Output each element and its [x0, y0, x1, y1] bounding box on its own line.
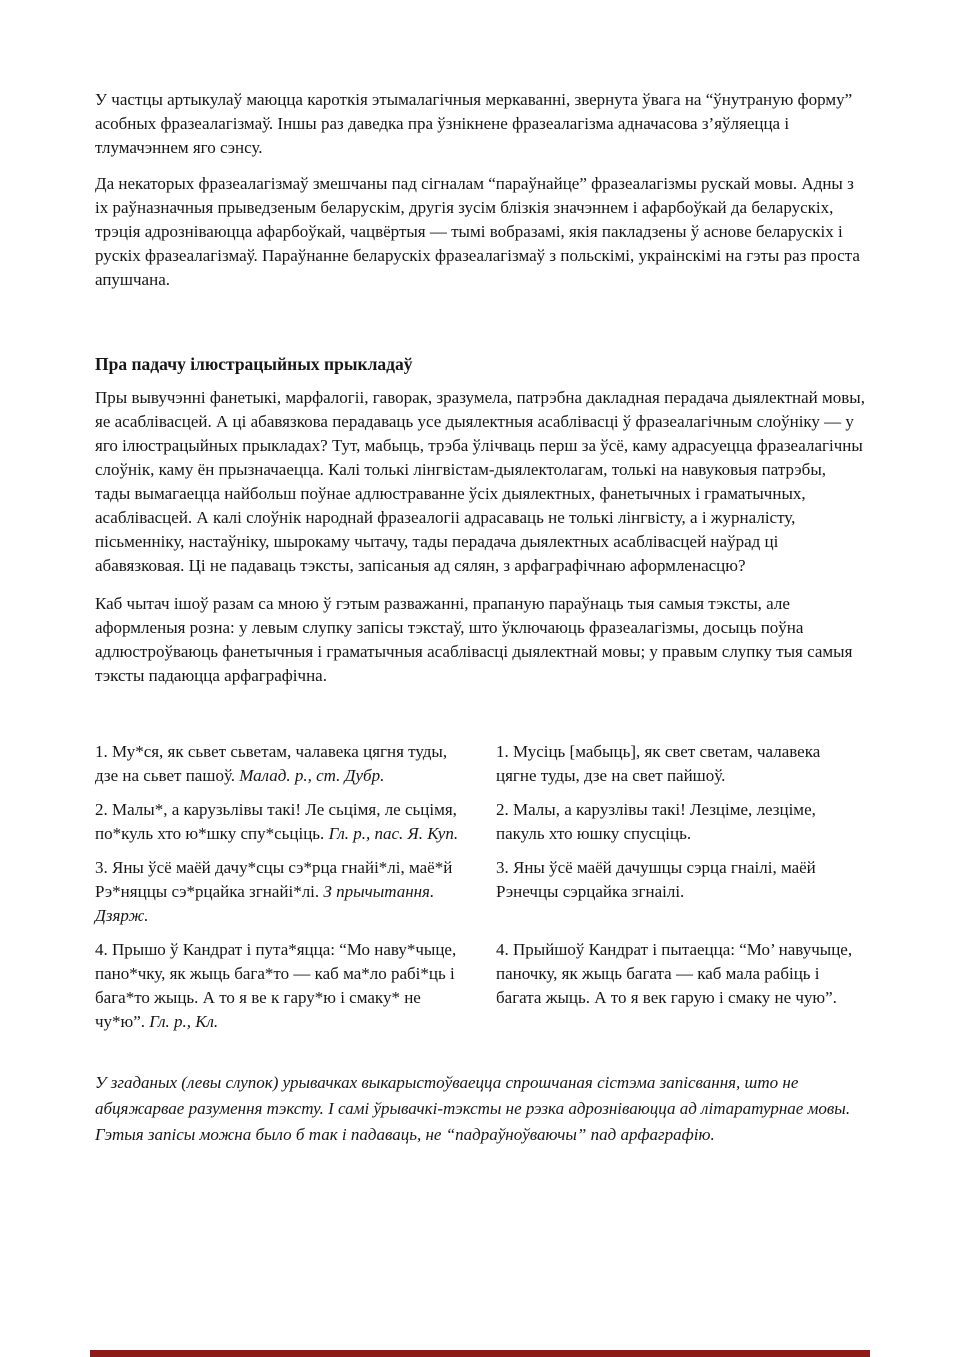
example-text: 4. Прышо ў Кандрат і пута*яцца: “Мо наву*чыце, пано*чку, як жыць бага*то — каб ма*ло рабі*ць і бага*то жыць. А то я ве к гару*ю і смаку* не чу*ю”. [95, 940, 457, 1031]
intro-paragraph-1: У частцы артыкулаў маюцца кароткія этымалагічныя меркаванні, звернута ўвага на “ўнутраную форму” асобных фразеалагізмаў. Іншы раз даведка пра ўзнікнене фразеалагізма адначасова з’яўляецца і тлумачэннем яго сэнсу. [95, 90, 853, 157]
example-right-2 [496, 798, 865, 846]
example-left-2 [95, 798, 464, 846]
closing-paragraph: У згаданых (левы слупок) урывачках выкарыстоўваецца спрошчаная сістэма запісвання, што не абцяжарвае разумення тэксту. І самі ўрывачкі-тэксты не рэзка адрозніваюцца ад літаратурнае мовы. Гэтыя запісы можна было б так і падаваць, не “падраўноўваючы” пад арфаграфію. [95, 1073, 851, 1144]
example-text: 2. Малы*, а карузьлівы такі! Ле сьцімя, ле сьцімя, по*куль хто ю*шку спу*сьціць. [95, 800, 457, 843]
source-reference: Малад. р., ст. Дубр. [239, 766, 385, 785]
source-reference: З прычытання. Дзярж. [95, 882, 435, 925]
example-right-4 [496, 938, 865, 1034]
comparison-columns [95, 740, 865, 1034]
example-text: 2. Малы, а карузлівы такі! Лезціме, лезціме, пакуль хто юшку спусціць. [496, 800, 816, 843]
intro-paragraph-2: Да некаторых фразеалагізмаў змешчаны пад сігналам “параўнайце” фразеалагізмы рускай мовы. Адны з іх раўназначныя прыведзеным беларускім, другія зусім блізкія значэннем і афарбоўкай да беларускіх, трэція адрозніваюцца афарбоўкай, чацвёртыя — тымі вобразамі, якія пакладзены ў аснове беларускіх і рускіх фразеалагізмаў. Параўнанне беларускіх фразеалагізмаў з польскімі, украінскімі на гэты раз проста апушчана. [95, 174, 860, 289]
example-text: 1. Мусіць [мабыць], як свет светам, чалавека цягне туды, дзе на свет пайшоў. [496, 742, 821, 785]
example-left-1 [95, 740, 464, 788]
example-right-3 [496, 856, 865, 928]
source-reference: Гл. р., пас. Я. Куп. [328, 824, 459, 843]
example-left-3 [95, 856, 464, 928]
section-paragraph-1: Пры вывучэнні фанетыкі, марфалогіі, гаворак, зразумела, патрэбна дакладная перадача дыялектнай мовы, яе асаблівасцей. А ці абавязкова перадаваць усе дыялектныя асаблівасці ў фразеалагічным слоўніку — у яго ілюстрацыйных прыкладах? Тут, мабыць, трэба ўлічваць перш за ўсё, каму адрасуецца фразеалагічны слоўнік, каму ён прызначаецца. Калі толькі лінгвістам-дыялектолагам, толькі на навуковыя патрэбы, тады вымагаецца найбольш поўнае адлюстраванне ўсіх дыялектных, фанетычных і граматычных, асаблівасцей. А калі слоўнік народнай фразеалогіі адрасаваць не толькі лінгвісту, а і журналісту, пісьменніку, настаўніку, шырокаму чытачу, тады перадача дыялектных асаблівасцей наўрад ці абавязковая. Ці не падаваць тэксты, запісаныя ад сялян, з арфаграфічнаю аформленасцю? [95, 388, 865, 575]
example-text: 1. Му*ся, як сьвет сьветам, чалавека цягня туды, дзе на сьвет пашоў. [95, 742, 448, 785]
section-heading: Пра падачу ілюстрацыйных прыкладаў [95, 354, 413, 374]
example-right-1 [496, 740, 865, 788]
section-paragraph-2: Каб чытач ішоў разам са мною ў гэтым разважанні, прапаную параўнаць тыя самыя тэксты, але аформленыя розна: у левым слупку запісы тэкстаў, што ўключаюць фразеалагізмы, досыць поўна адлюстроўваюць фанетычныя і граматычныя асаблівасці дыялектнай мовы; у правым слупку тыя самыя тэксты падаюцца арфаграфічна. [95, 594, 853, 685]
example-text: 3. Яны ўсё маёй дачушцы сэрца гнаілі, маёй Рэнечцы сэрцайка згнаілі. [496, 858, 816, 901]
bottom-accent-bar [90, 1350, 870, 1357]
example-left-4 [95, 938, 464, 1034]
source-reference: Гл. р., Кл. [149, 1012, 219, 1031]
example-text: 3. Яны ўсё маёй дачу*сцы сэ*рца гнайі*лі, маё*й Рэ*няццы сэ*рцайка згнайі*лі. [95, 858, 453, 901]
example-text: 4. Прыйшоў Кандрат і пытаецца: “Мо’ навучыце, паночку, як жыць багата — каб мала рабіць і багата жыць. А то я век гарую і смаку не чую”. [496, 940, 853, 1007]
document-page [95, 0, 865, 1148]
